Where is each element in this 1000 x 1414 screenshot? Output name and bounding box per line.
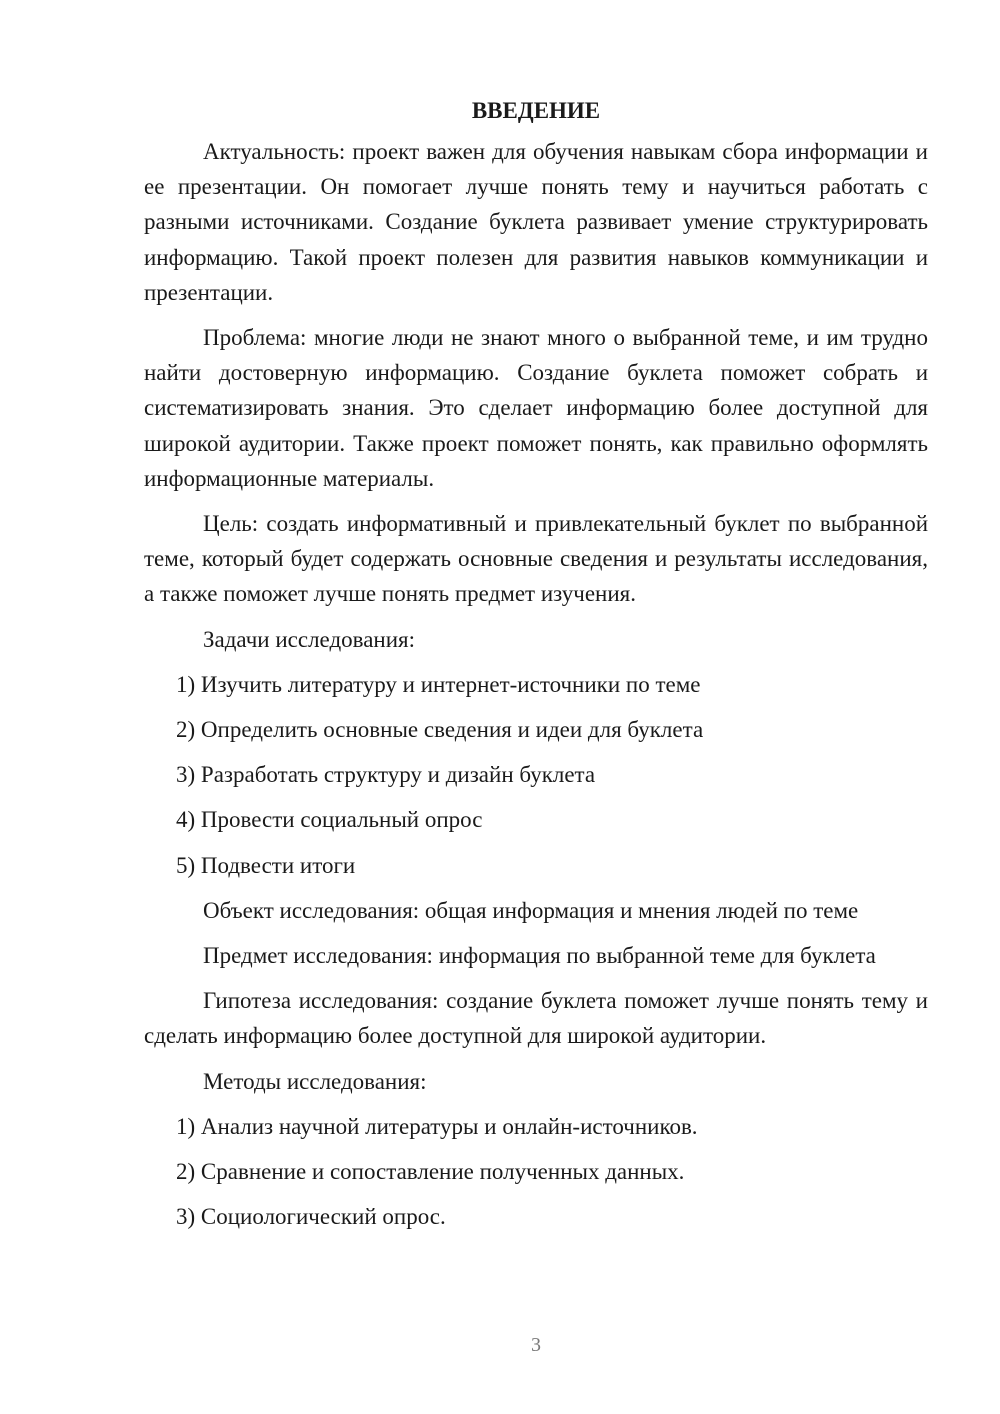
task-item-3: 3) Разработать структуру и дизайн буклета <box>176 762 596 788</box>
paragraph-problem: Проблема: многие люди не знают много о выбранной теме, и им трудно найти достоверную информацию. Создание буклета поможет собрать и систематизировать знания. Это сделает информацию более доступной для широкой аудитории. Также проект поможет понять, как правильно оформлять информационные материалы. <box>144 325 928 491</box>
task-item-5: 5) Подвести итоги <box>176 852 356 878</box>
page-number: 3 <box>531 1334 541 1356</box>
section-heading: ВВЕДЕНИЕ <box>471 98 601 123</box>
methods-label: Методы исследования: <box>203 1068 427 1094</box>
method-item-3: 3) Социологический опрос. <box>176 1204 446 1230</box>
task-item-1: 1) Изучить литературу и интернет-источники по теме <box>176 671 701 697</box>
task-item-4: 4) Провести социальный опрос <box>176 807 483 833</box>
paragraph-object: Объект исследования: общая информация и мнения людей по теме <box>203 897 859 923</box>
paragraph-subject: Предмет исследования: информация по выбранной теме для буклета <box>203 943 876 969</box>
tasks-label: Задачи исследования: <box>203 626 416 652</box>
method-item-1: 1) Анализ научной литературы и онлайн-источников. <box>176 1113 698 1139</box>
paragraph-hypothesis: Гипотеза исследования: создание буклета поможет лучше понять тему и сделать информацию более доступной для широкой аудитории. <box>144 988 928 1049</box>
task-item-2: 2) Определить основные сведения и идеи для буклета <box>176 717 704 743</box>
method-item-2: 2) Сравнение и сопоставление полученных данных. <box>176 1159 685 1185</box>
paragraph-goal: Цель: создать информативный и привлекательный буклет по выбранной теме, который будет содержать основные сведения и результаты исследования, а также поможет лучше понять предмет изучения. <box>144 511 928 607</box>
page-content <box>144 93 928 1244</box>
paragraph-relevance: Актуальность: проект важен для обучения навыкам сбора информации и ее презентации. Он помогает лучше понять тему и научиться работать с разными источниками. Создание буклета развивает умение структурировать информацию. Такой проект полезен для развития навыков коммуникации и презентации. <box>144 139 928 305</box>
